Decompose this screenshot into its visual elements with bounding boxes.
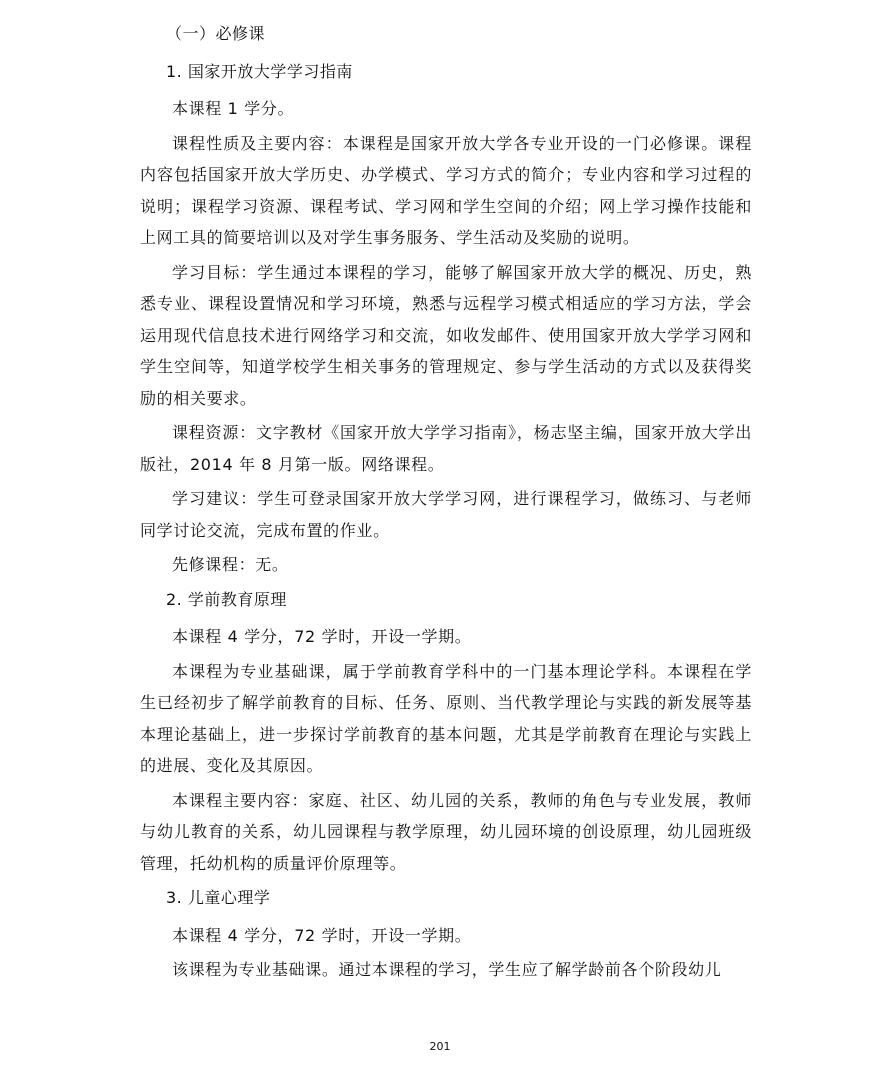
course-1-prerequisites: 先修课程：无。 (172, 555, 289, 574)
course-3-title: 3. 儿童心理学 (166, 888, 271, 907)
course-1-content: 课程性质及主要内容：本课程是国家开放大学各专业开设的一门必修课。课程内容包括国家开放大学历史、办学模式、学习方式的简介；专业内容和学习过程的说明；课程学习资源、课程考试、学习网和学生空间的介绍；网上学习操作技能和上网工具的简要培训以及对学生事务服务、学生活动及奖励的说明。 (140, 133, 752, 247)
course-2-paragraph-1: 本课程为专业基础课，属于学前教育学科中的一门基本理论学科。本课程在学生已经初步了解学前教育的目标、任务、原则、当代教学理论与实践的新发展等基本理论基础上，进一步探讨学前教育的基本问题，尤其是学前教育在理论与实践上的进展、变化及其原因。 (140, 661, 752, 775)
course-1-suggestions: 学习建议：学生可登录国家开放大学学习网，进行课程学习，做练习、与老师同学讨论交流，完成布置的作业。 (140, 489, 752, 540)
page-number: 201 (429, 1040, 451, 1053)
course-2-title: 2. 学前教育原理 (166, 589, 287, 609)
course-1-title: 1. 国家开放大学学习指南 (166, 61, 353, 81)
page-content (140, 18, 752, 989)
course-1-objectives: 学习目标：学生通过本课程的学习，能够了解国家开放大学的概况、历史，熟悉专业、课程设置情况和学习环境，熟悉与远程学习模式相适应的学习方法，学会运用现代信息技术进行网络学习和交流，如收发邮件、使用国家开放大学学习网和学生空间等，知道学校学生相关事务的管理规定、参与学生活动的方式以及获得奖励的相关要求。 (140, 262, 752, 408)
course-3-credits: 本课程 4 学分，72 学时，开设一学期。 (172, 925, 472, 945)
course-3-paragraph-1: 该课程为专业基础课。通过本课程的学习，学生应了解学龄前各个阶段幼儿 (172, 960, 722, 979)
course-1-credits: 本课程 1 学分。 (172, 99, 295, 118)
course-2-paragraph-2: 本课程主要内容：家庭、社区、幼儿园的关系，教师的角色与专业发展，教师与幼儿教育的关系，幼儿园课程与教学原理，幼儿园环境的创设原理，幼儿园班级管理，托幼机构的质量评价原理等。 (140, 790, 752, 873)
course-2-credits: 本课程 4 学分，72 学时，开设一学期。 (172, 627, 472, 646)
section-title: （一）必修课 (166, 24, 266, 43)
course-1-resources: 课程资源：文字教材《国家开放大学学习指南》，杨志坚主编，国家开放大学出版社，2014 年 8 月第一版。网络课程。 (140, 423, 752, 474)
